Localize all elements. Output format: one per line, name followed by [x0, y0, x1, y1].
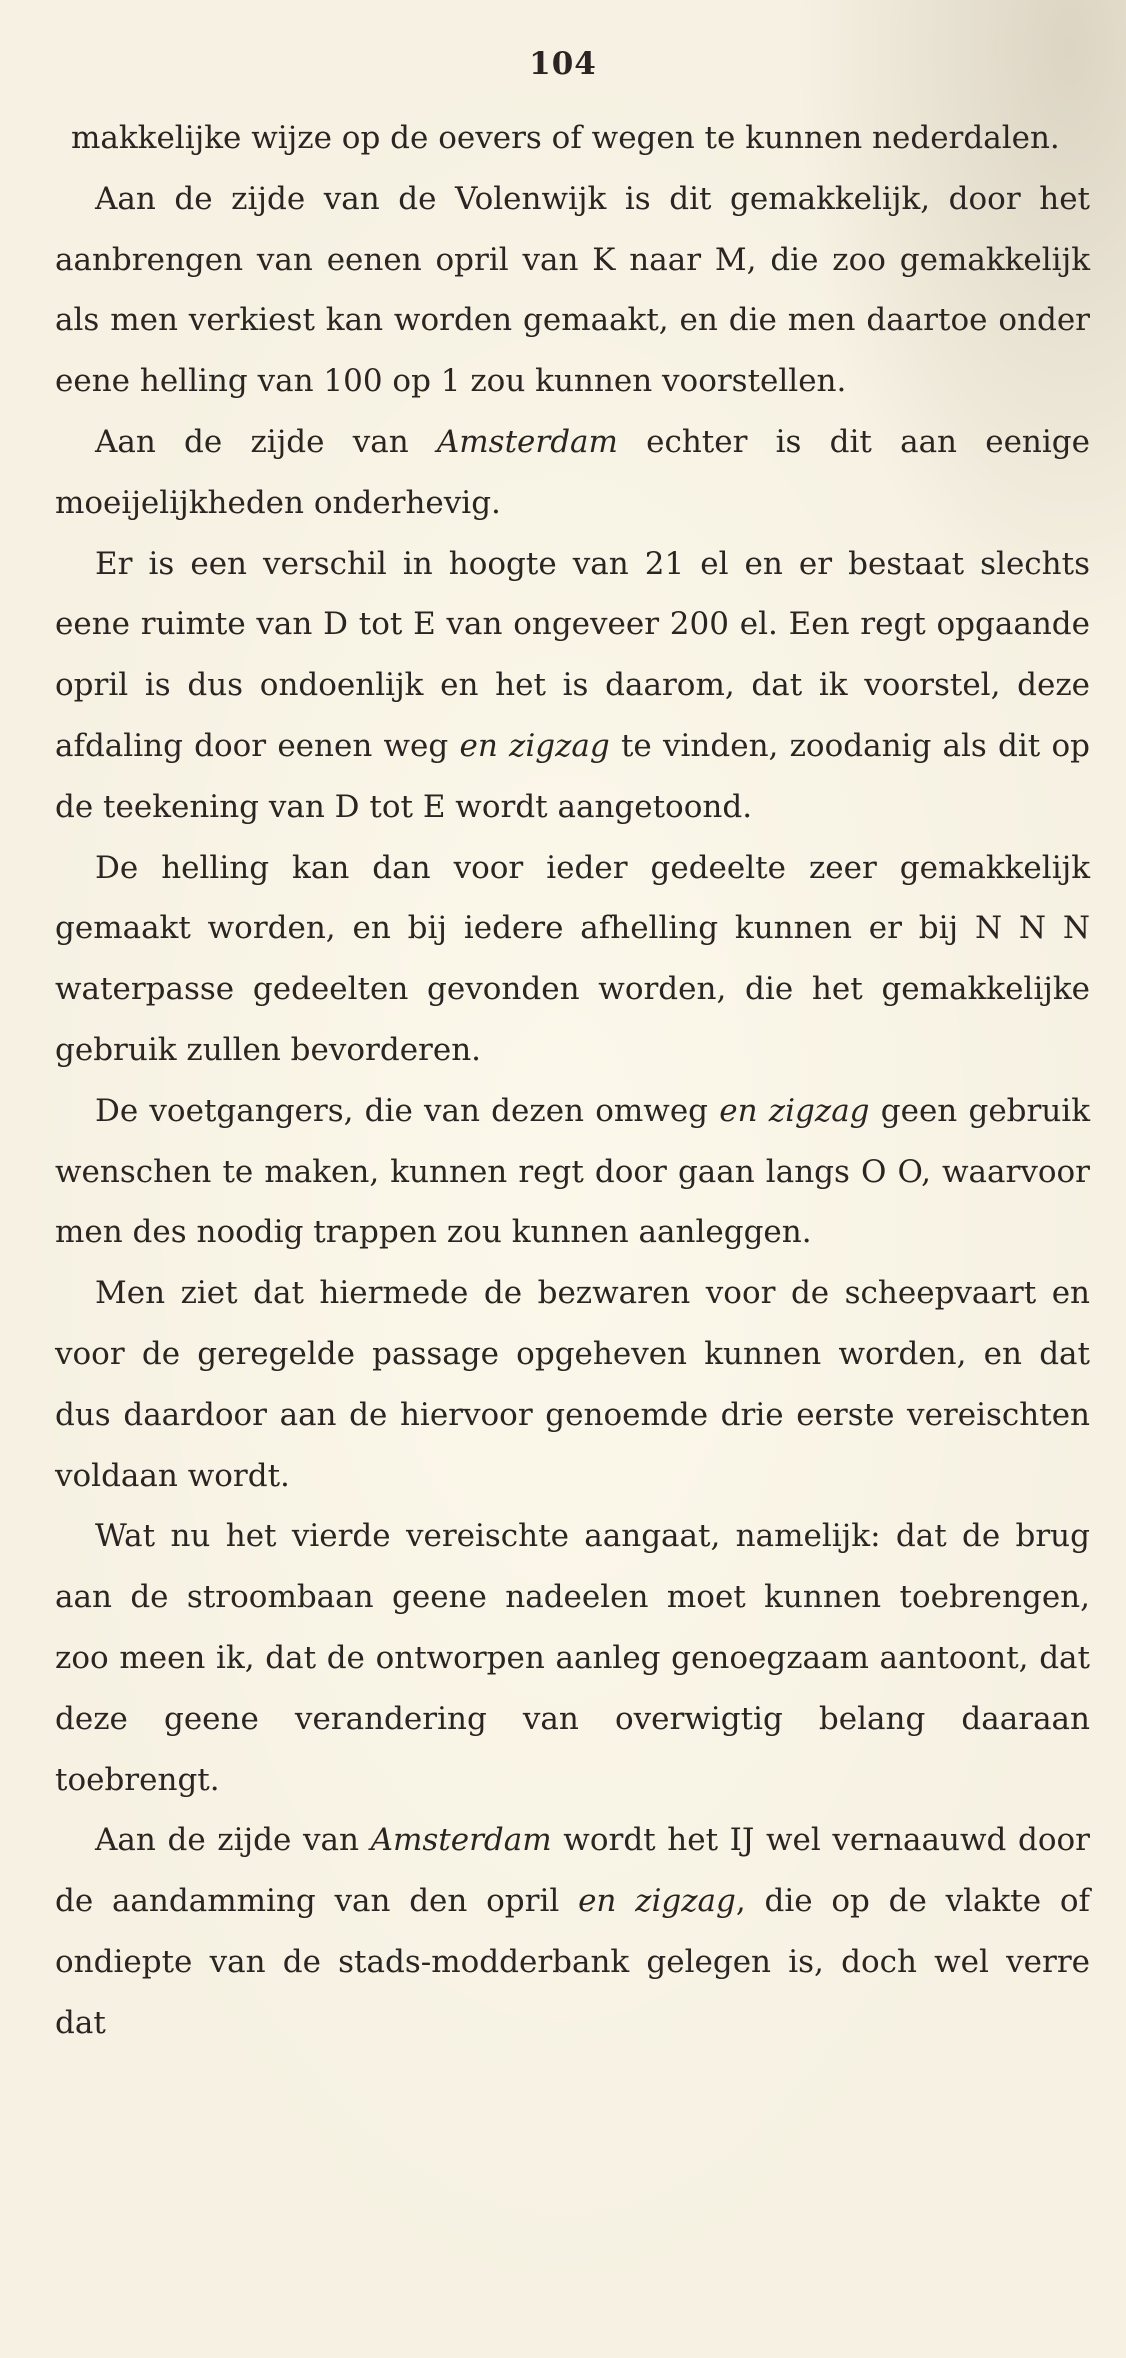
paragraph — [55, 534, 1090, 838]
text-segment: geen gebruik wenschen te maken, kunnen regt door gaan langs O O, waarvoor men des noodig trappen zou kunnen aanleggen. — [55, 1092, 1090, 1251]
paragraph — [55, 1810, 1090, 2053]
text-segment: te vinden, zoodanig als dit op de teekening van D tot E wordt aangetoond. — [55, 727, 1090, 825]
paragraph — [55, 838, 1090, 1081]
paragraph — [55, 1081, 1090, 1263]
paragraph — [55, 1263, 1090, 1506]
text-segment: Aan de zijde van de Volenwijk is dit gemakkelijk, door het aanbrengen van eenen opril van K naar M, die zoo gemakkelijk als men verkiest kan worden gemaakt, en die men daartoe onder eene helling van 100 op 1 zou kunnen voorstellen. — [55, 180, 1090, 400]
paragraph — [55, 1506, 1090, 1810]
italic-segment: en zigzag — [719, 1092, 870, 1129]
text-segment: makkelijke wijze op de oevers of wegen te kunnen nederdalen. — [71, 120, 1060, 156]
italic-segment: en zigzag — [459, 727, 610, 764]
text-segment: Er is een verschil in hoogte van 21 el en er bestaat slechts eene ruimte van D tot E van ongeveer 200 el. Een regt opgaande opril is dus ondoenlijk en het is daarom, dat ik voorstel, deze afdaling door eenen weg — [55, 545, 1090, 764]
text-segment: De helling kan dan voor ieder gedeelte zeer gemakkelijk gemaakt worden, en bij iedere afhelling kunnen er bij N N N waterpasse gedeelten gevonden worden, die het gemakkelijke gebruik zullen bevorderen. — [55, 849, 1090, 1068]
italic-segment: Amsterdam — [370, 1822, 552, 1859]
body-text — [55, 108, 1090, 2054]
text-segment: Wat nu het vierde vereischte aangaat, namelijk: dat de brug aan de stroombaan geene nadeelen moet kunnen toebrengen, zoo meen ik, dat de ontworpen aanleg genoegzaam aantoont, dat deze geene verandering van overwigtig belang daaraan toebrengt. — [55, 1518, 1090, 1798]
text-segment: De voetgangers, die van dezen omweg — [95, 1092, 720, 1129]
italic-segment: en zigzag — [578, 1883, 736, 1920]
text-segment: Aan de zijde van — [95, 423, 437, 460]
paragraph — [55, 169, 1090, 412]
italic-segment: Amsterdam — [436, 423, 618, 460]
paragraph — [55, 108, 1090, 169]
paragraph — [55, 412, 1090, 534]
text-segment: Men ziet dat hiermede de bezwaren voor de scheepvaart en voor de geregelde passage opgeheven kunnen worden, en dat dus daardoor aan de hiervoor genoemde drie eerste vereischten voldaan wordt. — [55, 1275, 1090, 1494]
text-segment: , die op de vlakte of ondiepte van de stads-modderbank gelegen is, doch wel verre dat — [55, 1883, 1090, 2041]
page-number: 104 — [529, 46, 597, 82]
text-segment: echter is dit aan eenige moeijelijkheden onderhevig. — [55, 423, 1090, 521]
text-segment: wordt het IJ wel vernaauwd door de aandamming van den opril — [55, 1822, 1091, 1920]
text-segment: Aan de zijde van — [95, 1822, 371, 1859]
